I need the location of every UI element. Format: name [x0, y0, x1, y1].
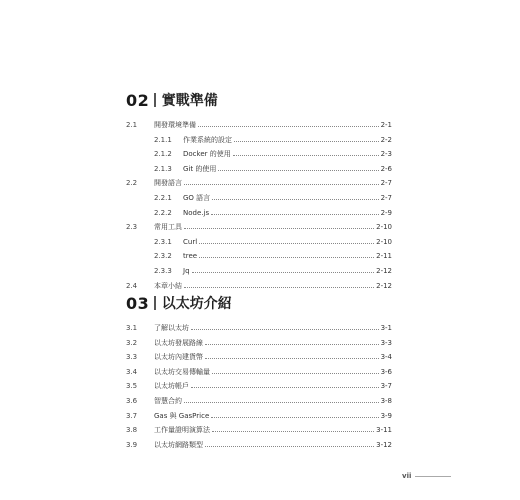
- entry-title: Jq: [183, 266, 190, 275]
- chapter-02: [126, 90, 392, 292]
- toc-entry[interactable]: [126, 219, 392, 234]
- entry-number: 3.8: [126, 426, 138, 435]
- toc-entry[interactable]: [126, 132, 392, 147]
- toc-entry[interactable]: [126, 408, 392, 423]
- dot-leader: [218, 161, 378, 171]
- entry-title: Node.js: [183, 208, 210, 217]
- dot-leader: [205, 437, 374, 447]
- chapter-heading: [126, 90, 392, 110]
- entry-number: 2.2: [126, 179, 138, 188]
- entry-page: 2-1: [380, 121, 392, 129]
- entry-title: 以太坊發展路線: [154, 338, 203, 347]
- entry-page: 2-3: [380, 150, 392, 159]
- entry-title: GO 語言: [183, 193, 211, 202]
- dot-leader: [211, 205, 378, 215]
- chapter-number: 03: [126, 293, 150, 313]
- toc-entries: [126, 320, 392, 451]
- footer-rule: [415, 476, 451, 477]
- toc-entry[interactable]: [126, 349, 392, 364]
- entry-title: 本章小結: [154, 281, 182, 290]
- entry-page: 3-9: [380, 411, 392, 420]
- entry-title: 常用工具: [154, 223, 182, 232]
- entry-page: 3-3: [380, 338, 392, 347]
- dot-leader: [199, 248, 374, 258]
- toc-entry[interactable]: [126, 278, 392, 293]
- entry-title: Curl: [183, 237, 198, 246]
- entry-number: 2.1.2: [154, 150, 172, 159]
- chapter-title: 以太坊介紹: [161, 296, 232, 312]
- dot-leader: [212, 364, 379, 374]
- toc-entries: [126, 117, 392, 292]
- dot-leader: [184, 278, 374, 288]
- entry-number: 2.3: [126, 223, 138, 232]
- chapter-divider: [154, 296, 156, 310]
- chapter-03: [126, 293, 392, 451]
- entry-number: 3.6: [126, 396, 138, 405]
- entry-page: 2-2: [380, 135, 392, 144]
- entry-title: 開發語言: [154, 179, 182, 188]
- dot-leader: [184, 219, 374, 229]
- entry-page: 2-11: [376, 252, 392, 261]
- entry-title: 以太坊內建貨幣: [154, 353, 203, 362]
- chapter-title: 實戰準備: [161, 93, 218, 109]
- dot-leader: [212, 190, 378, 200]
- entry-number: 3.2: [126, 338, 138, 347]
- entry-page: 2-7: [380, 193, 392, 202]
- entry-number: 2.3.1: [154, 237, 172, 246]
- entry-number: 3.5: [126, 382, 138, 391]
- entry-title: 開發環境準備: [154, 121, 196, 129]
- toc-entry[interactable]: [126, 234, 392, 249]
- entry-number: 3.1: [126, 324, 138, 332]
- entry-title: tree: [183, 252, 198, 261]
- entry-page: 3-11: [376, 426, 392, 435]
- toc-entry[interactable]: [126, 146, 392, 161]
- toc-entry[interactable]: [126, 393, 392, 408]
- entry-number: 2.3.2: [154, 252, 172, 261]
- entry-title: 了解以太坊: [154, 324, 189, 332]
- entry-number: 2.1.1: [154, 135, 172, 144]
- entry-title: 作業系統的設定: [183, 135, 232, 144]
- entry-page: 3-12: [376, 440, 392, 449]
- toc-entry[interactable]: [126, 378, 392, 393]
- entry-title: 以太坊交易傳輸量: [154, 367, 210, 376]
- entry-title: Git 的使用: [183, 164, 217, 173]
- toc-entry[interactable]: [126, 190, 392, 205]
- dot-leader: [211, 408, 378, 418]
- toc-entry[interactable]: [126, 161, 392, 176]
- chapter-heading: [126, 293, 392, 313]
- entry-title: 智慧合約: [154, 396, 182, 405]
- toc-entry[interactable]: [126, 437, 392, 452]
- toc-entry[interactable]: [126, 263, 392, 278]
- entry-title: 以太坊帳戶: [154, 382, 189, 391]
- entry-page: 3-8: [380, 396, 392, 405]
- entry-title: Gas 與 GasPrice: [154, 411, 210, 420]
- entry-number: 2.1: [126, 121, 138, 129]
- dot-leader: [199, 234, 374, 244]
- entry-number: 3.9: [126, 440, 138, 449]
- entry-page: 3-7: [380, 382, 392, 391]
- entry-title: 以太坊網路類型: [154, 440, 203, 449]
- dot-leader: [205, 349, 379, 359]
- toc-entry[interactable]: [126, 364, 392, 379]
- entry-title: Docker 的使用: [183, 150, 231, 159]
- entry-page: 2-12: [376, 266, 392, 275]
- entry-page: 2-6: [380, 164, 392, 173]
- entry-number: 2.2.2: [154, 208, 172, 217]
- dot-leader: [233, 146, 379, 156]
- chapter-number: 02: [126, 90, 150, 110]
- entry-page: 2-10: [376, 223, 392, 232]
- dot-leader: [198, 117, 379, 127]
- entry-number: 2.3.3: [154, 266, 172, 275]
- entry-page: 3-6: [380, 367, 392, 376]
- toc-entry[interactable]: [126, 335, 392, 350]
- entry-page: 2-9: [380, 208, 392, 217]
- entry-page: 2-12: [376, 281, 392, 290]
- toc-entry[interactable]: [126, 422, 392, 437]
- dot-leader: [212, 422, 374, 432]
- entry-page: 2-10: [376, 237, 392, 246]
- entry-number: 2.1.3: [154, 164, 172, 173]
- toc-entry[interactable]: [126, 205, 392, 220]
- entry-title: 工作量證明演算法: [154, 426, 210, 435]
- page-number: vii: [402, 472, 412, 480]
- entry-number: 3.4: [126, 367, 138, 376]
- entry-number: 2.2.1: [154, 193, 172, 202]
- dot-leader: [191, 378, 379, 388]
- toc-entry[interactable]: [126, 175, 392, 190]
- chapter-divider: [154, 93, 156, 107]
- page-footer: [402, 472, 451, 480]
- entry-number: 3.7: [126, 411, 138, 420]
- toc-entry[interactable]: [126, 320, 392, 335]
- dot-leader: [184, 393, 379, 403]
- entry-page: 3-1: [380, 324, 392, 332]
- toc-entry[interactable]: [126, 248, 392, 263]
- dot-leader: [191, 320, 379, 330]
- entry-number: 3.3: [126, 353, 138, 362]
- entry-page: 3-4: [380, 353, 392, 362]
- dot-leader: [234, 132, 379, 142]
- entry-page: 2-7: [380, 179, 392, 188]
- toc-entry[interactable]: [126, 117, 392, 132]
- dot-leader: [192, 263, 375, 273]
- entry-number: 2.4: [126, 281, 138, 290]
- dot-leader: [205, 335, 379, 345]
- dot-leader: [184, 175, 379, 185]
